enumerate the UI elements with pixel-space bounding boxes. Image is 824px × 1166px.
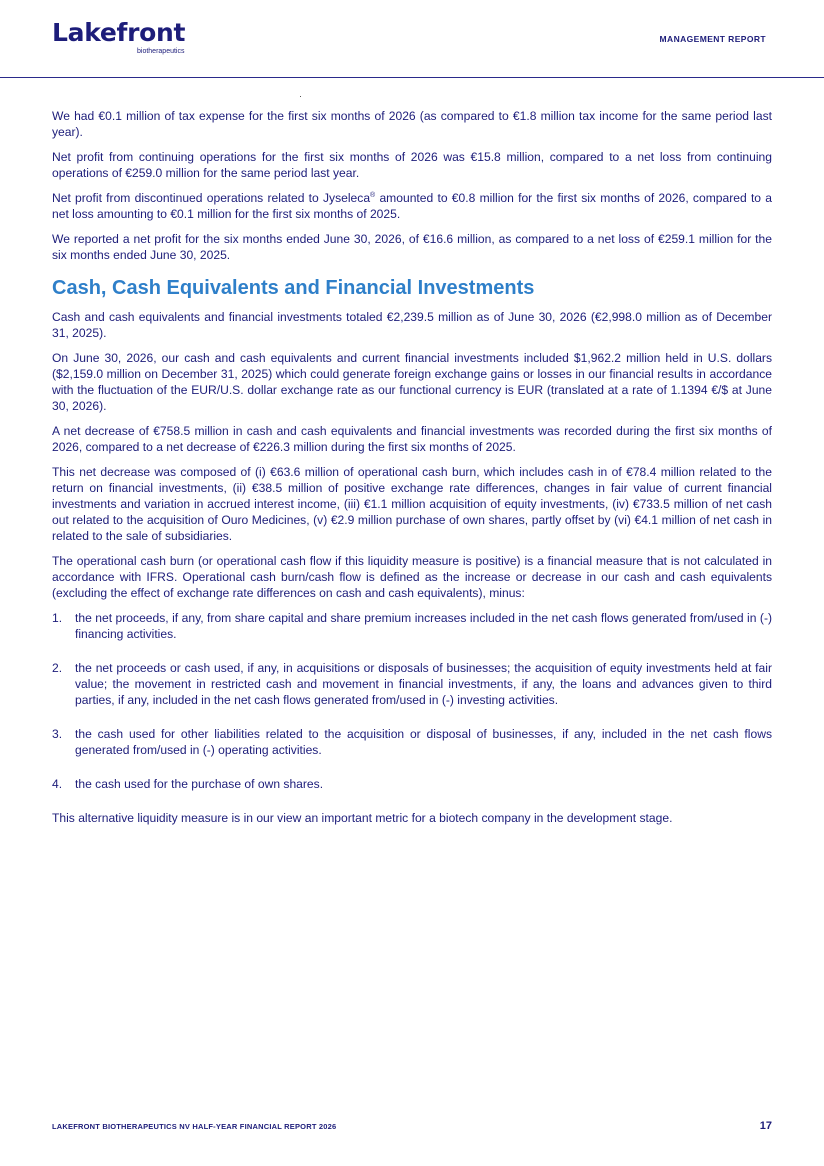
footer-report-title: LAKEFRONT BIOTHERAPEUTICS NV HALF-YEAR FINANCIAL REPORT 2026 [52,1122,337,1131]
header-divider [0,77,824,78]
report-section-label: MANAGEMENT REPORT [659,34,766,44]
section-paragraph: On June 30, 2026, our cash and cash equivalents and current financial investments included $1,962.2 million held in U.S. dollars ($2,159.0 million on December 31, 2025) which could generate foreign exchange gains or losses in our financial results in accordance with the fluctuation of the EUR/U.S. dollar exchange rate as our functional currency is EUR (translated at a rate of 1.1394 €/$ at June 30, 2026). [52,351,772,413]
page-number: 17 [759,1120,772,1132]
discontinued-ops-paragraph: Net profit from discontinued operations related to Jyseleca® amounted to €0.8 million for the first six months of 2026, compared to a net loss amounting to €0.1 million for the first six months of 2025. [52,191,772,221]
company-logo [52,18,192,60]
continuing-ops-paragraph: Net profit from continuing operations for the first six months of 2026 was €15.8 million, compared to a net loss from continuing operations of €259.0 million for the same period last year. [52,150,772,180]
list-item: 4. the cash used for the purchase of own shares. [52,777,324,791]
numbered-list [52,610,772,792]
logo-tagline: biotherapeutics [137,48,185,55]
stray-mark [300,96,301,97]
closing-paragraph: This alternative liquidity measure is in our view an important metric for a biotech company in the development stage. [52,811,673,825]
page-content [52,108,772,835]
section-paragraph: This net decrease was composed of (i) €63.6 million of operational cash burn, which includes cash in of €78.4 million related to the return on financial investments, (ii) €38.5 million of positive exchange rate differences, changes in fair value of current financial investments and variation in accrued interest income, (iii) €1.1 million acquisition of equity investments, (iv) €733.5 million of net cash out related to the acquisition of Ouro Medicines, (v) €2.9 million purchase of own shares, partly offset by (vi) €4.1 million of net cash in related to the sale of subsidiaries. [52,465,772,543]
list-item: 2. the net proceeds or cash used, if any, in acquisitions or disposals of businesses; the acquisition of equity investments held at fair value; the movement in restricted cash and movement in financial investments, if any, the loans and advances given to third parties, if any, included in the net cash flows generated from/used in (-) investing activities. [52,661,772,707]
list-item: 3. the cash used for other liabilities related to the acquisition or disposal of businesses, if any, included in the net cash flows generated from/used in (-) operating activities. [52,727,772,757]
logo-wordmark: Lakefront [52,18,186,47]
section-paragraph: Cash and cash equivalents and financial investments totaled €2,239.5 million as of June 30, 2026 (€2,998.0 million as of December 31, 2025). [52,310,772,340]
section-paragraph: A net decrease of €758.5 million in cash and cash equivalents and financial investments was recorded during the first six months of 2026, compared to a net decrease of €226.3 million during the first six months of 2025. [52,424,772,454]
page-header [0,0,824,78]
registered-mark: ® [370,191,376,199]
section-heading: Cash, Cash Equivalents and Financial Investments [52,277,535,299]
net-profit-paragraph: We reported a net profit for the six months ended June 30, 2026, of €16.6 million, as compared to a net loss of €259.1 million for the six months ended June 30, 2025. [52,232,772,262]
tax-paragraph: We had €0.1 million of tax expense for the first six months of 2026 (as compared to €1.8 million tax income for the same period last year). [52,109,772,139]
section-paragraph: The operational cash burn (or operational cash flow if this liquidity measure is positive) is a financial measure that is not calculated in accordance with IFRS. Operational cash burn/cash flow is defined as the increase or decrease in our cash and cash equivalents (excluding the effect of exchange rate differences on cash and cash equivalents), minus: [52,554,772,600]
list-item: 1. the net proceeds, if any, from share capital and share premium increases included in the net cash flows generated from/used in (-) financing activities. [52,611,772,641]
